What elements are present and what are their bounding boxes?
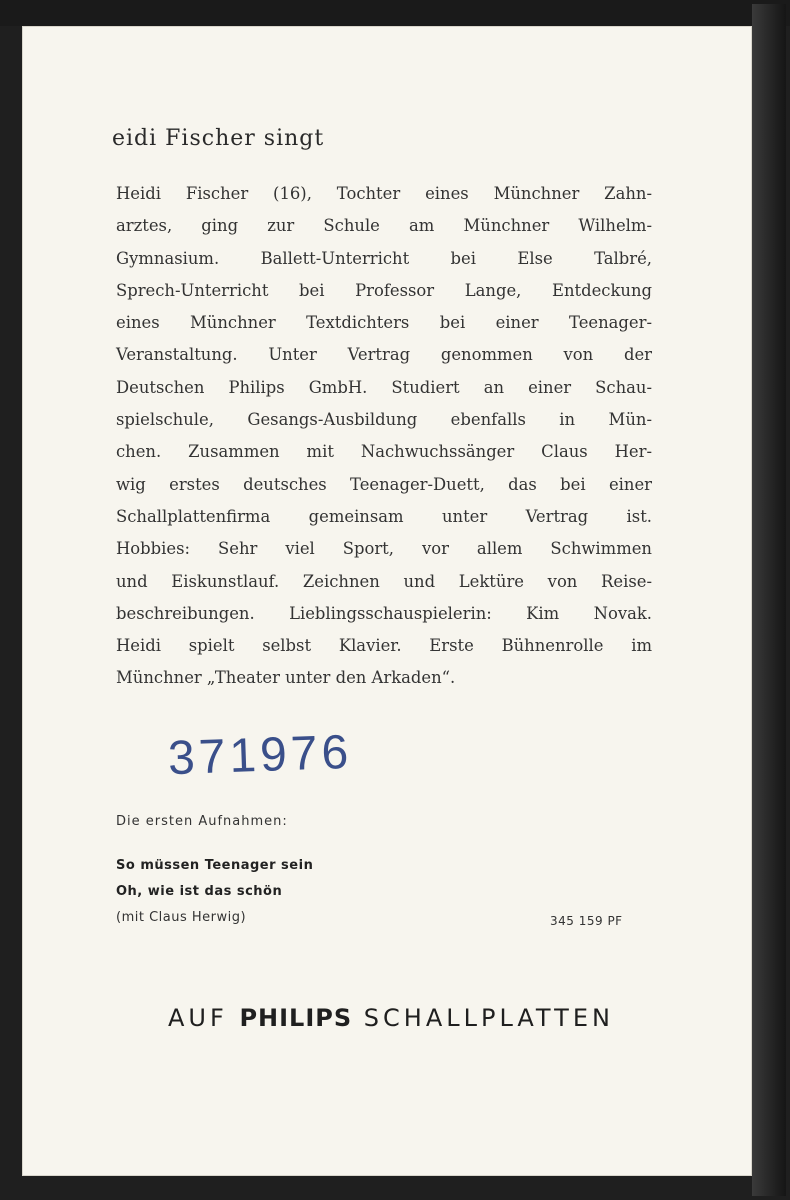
bio-line: Sprech-Unterricht bei Professor Lange, Entdeckung (116, 280, 652, 300)
bio-line: arztes, ging zur Schule am Münchner Wilhelm- (116, 216, 652, 236)
label-suffix: SCHALLPLATTEN (363, 1004, 614, 1032)
bio-line: eines Münchner Textdichters bei einer Teenager- (116, 313, 652, 333)
bio-line: Hobbies: Sehr viel Sport, vor allem Schwimmen (116, 539, 652, 559)
record-label-line (168, 1004, 614, 1032)
recording-note: (mit Claus Herwig) (116, 910, 247, 925)
recording-title: Oh, wie ist das schön (116, 884, 283, 899)
bio-line: Schallplattenfirma gemeinsam unter Vertrag ist. (116, 506, 652, 526)
bio-line: Heidi Fischer (16), Tochter eines Münchner Zahn- (116, 184, 652, 203)
handwritten-number: 371976 (167, 725, 354, 786)
bio-line: Münchner „Theater unter den Arkaden“. (116, 668, 456, 688)
biography-text (116, 178, 652, 695)
catalog-number: 345 159 PF (550, 914, 623, 928)
label-brand: PHILIPS (239, 1004, 353, 1032)
bio-line: Heidi spielt selbst Klavier. Erste Bühnenrolle im (116, 636, 652, 656)
label-prefix: AUF (168, 1004, 228, 1032)
bio-line: chen. Zusammen mit Nachwuchssänger Claus Her- (116, 442, 652, 462)
card-title: eidi Fischer singt (112, 126, 325, 151)
bio-line: spielschule, Gesangs-Ausbildung ebenfalls in Mün- (116, 410, 652, 430)
bio-line: beschreibungen. Lieblingsschauspielerin: Kim Novak. (116, 603, 652, 623)
recordings-heading: Die ersten Aufnahmen: (116, 814, 288, 829)
scan-top-edge (0, 0, 790, 26)
bio-line: Deutschen Philips GmbH. Studiert an einer Schau- (116, 377, 652, 397)
bio-line: wig erstes deutsches Teenager-Duett, das bei einer (116, 474, 652, 494)
scan-right-edge (752, 4, 786, 1196)
recording-title: So müssen Teenager sein (116, 858, 314, 873)
bio-line: und Eiskunstlauf. Zeichnen und Lektüre von Reise- (116, 571, 652, 591)
bio-line: Gymnasium. Ballett-Unterricht bei Else Talbré, (116, 248, 652, 268)
bio-line: Veranstaltung. Unter Vertrag genommen von der (116, 345, 652, 365)
